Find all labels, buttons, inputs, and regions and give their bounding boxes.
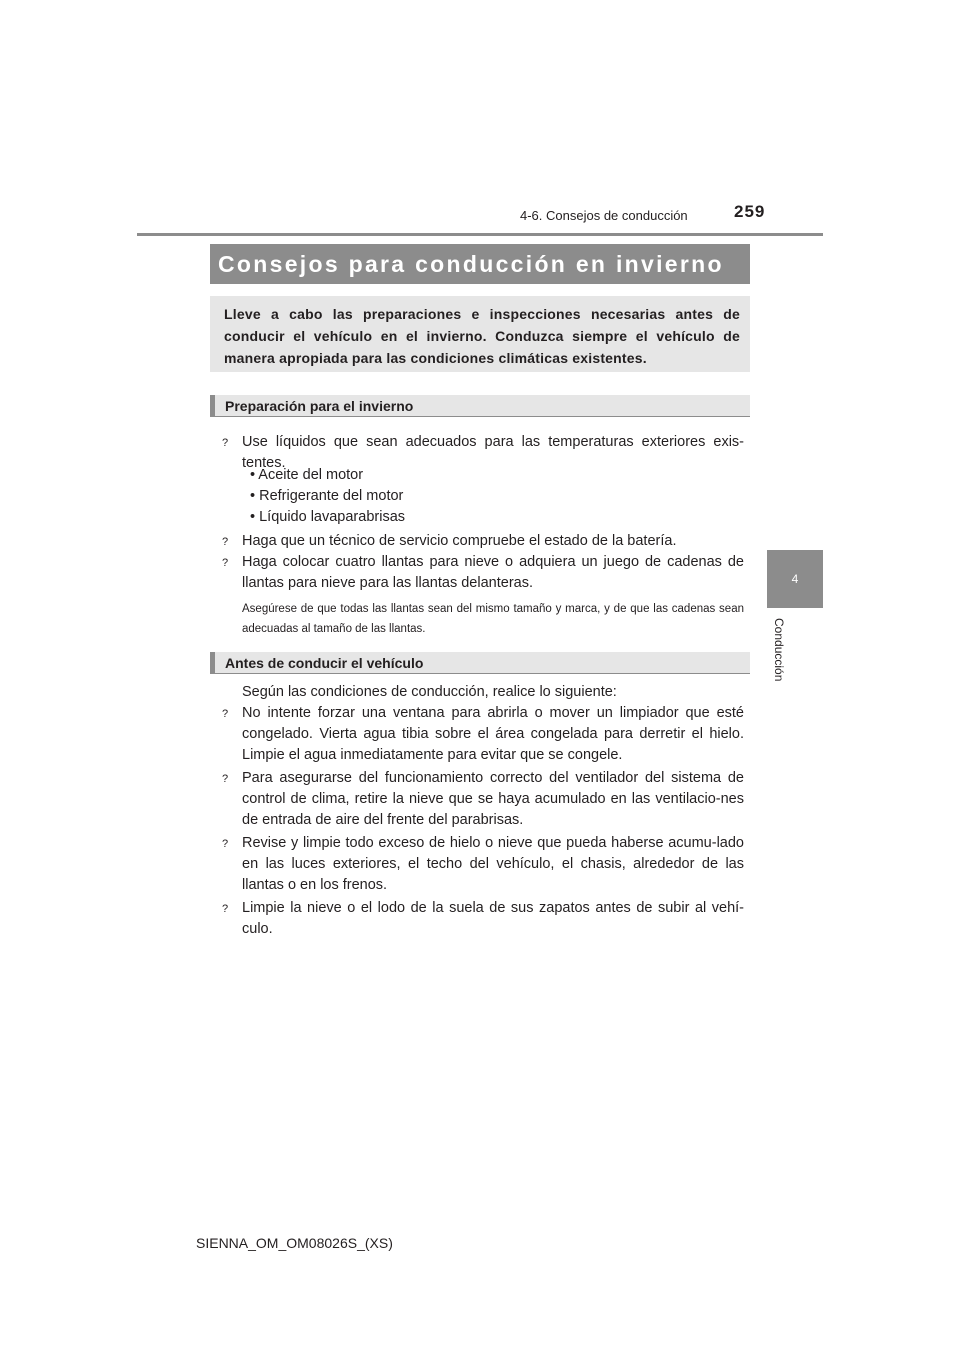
chapter-number: 4 bbox=[791, 572, 799, 586]
list-item-text: Haga que un técnico de servicio compruebe el estado de la batería. bbox=[242, 533, 677, 549]
chapter-tab bbox=[767, 550, 823, 608]
fluid-item: • Aceite del motor bbox=[250, 467, 364, 483]
list-item-text: Limpie la nieve o el lodo de la suela de sus zapatos antes de subir al vehí-culo. bbox=[242, 900, 744, 937]
list-item-text: Use líquidos que sean adecuados para las temperaturas exteriores exis-tentes. bbox=[242, 434, 744, 471]
section-lead: Según las condiciones de conducción, realice lo siguiente: bbox=[242, 684, 617, 700]
bullet-icon: ? bbox=[222, 708, 229, 720]
bullet-icon: ? bbox=[222, 536, 229, 548]
tire-note: Asegúrese de que todas las llantas sean del mismo tamaño y marca, y de que las cadenas sean adecuadas al tamaño de las llantas. bbox=[242, 603, 744, 635]
bullet-icon: ? bbox=[222, 557, 229, 569]
chapter-label-container bbox=[770, 618, 790, 688]
fluid-item: • Líquido lavaparabrisas bbox=[250, 509, 406, 525]
bullet-icon: ? bbox=[222, 838, 229, 850]
list-item bbox=[222, 768, 744, 831]
list-item bbox=[222, 898, 744, 940]
list-item bbox=[222, 531, 744, 552]
header-section-title: 4-6. Consejos de conducción bbox=[520, 208, 688, 223]
list-item-text: Para asegurarse del funcionamiento correcto del ventilador del sistema de control de clima, retire la nieve que se haya acumulado en las ventilacio-nes de entrada de aire del frente del parabrisas. bbox=[242, 770, 744, 828]
section-heading-preparation: Preparación para el invierno bbox=[210, 395, 750, 417]
page-number: 259 bbox=[734, 202, 766, 221]
header-rule bbox=[137, 233, 823, 236]
intro-text: Lleve a cabo las preparaciones e inspecciones necesarias antes de conducir el vehículo en el invierno. Conduzca siempre el vehículo de manera apropiada para las condiciones climáticas existentes. bbox=[224, 306, 740, 366]
list-item-text: Haga colocar cuatro llantas para nieve o adquiera un juego de cadenas de llantas para nieve para las llantas delanteras. bbox=[242, 554, 744, 591]
bullet-icon: ? bbox=[222, 903, 229, 915]
list-item-text: Revise y limpie todo exceso de hielo o nieve que pueda haberse acumu-lado en las luces exteriores, el techo del vehículo, el chasis, alrededor de las llantas o en los frenos. bbox=[242, 835, 744, 893]
section-heading-before-driving: Antes de conducir el vehículo bbox=[210, 652, 750, 674]
bullet-icon: ? bbox=[222, 773, 229, 785]
intro-box bbox=[210, 296, 750, 372]
list-item bbox=[222, 703, 744, 766]
footer-doc-code: SIENNA_OM_OM08026S_(XS) bbox=[196, 1235, 393, 1251]
list-item bbox=[222, 552, 744, 594]
chapter-label: Conducción bbox=[772, 618, 786, 682]
fluid-item: • Refrigerante del motor bbox=[250, 488, 404, 504]
bullet-icon: ? bbox=[222, 437, 229, 449]
list-item bbox=[222, 833, 744, 896]
page-title: Consejos para conducción en invierno bbox=[210, 244, 750, 284]
list-item-text: No intente forzar una ventana para abrirla o mover un limpiador que esté congelado. Vierta agua tibia sobre el área congelada para derretir el hielo. Limpie el agua inmediatamente para evitar que se congele. bbox=[242, 705, 744, 763]
